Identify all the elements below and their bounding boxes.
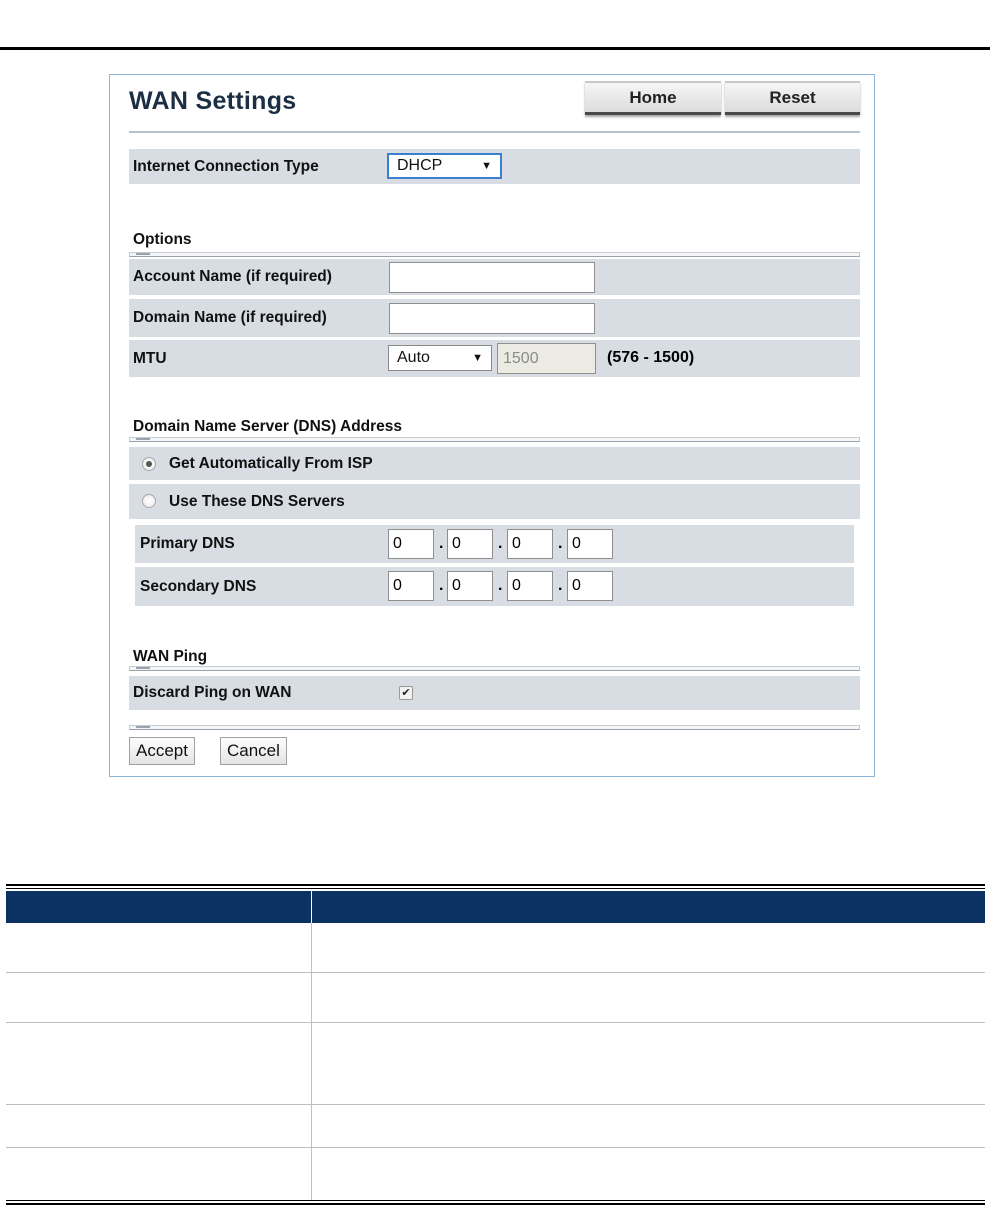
- mtu-value-input[interactable]: [497, 343, 596, 374]
- wan-settings-panel: [109, 74, 875, 777]
- discard-ping-checkbox[interactable]: ✔: [399, 686, 413, 700]
- cancel-button[interactable]: Cancel: [220, 737, 287, 765]
- primary-dns-octet-1[interactable]: 0: [388, 529, 434, 559]
- mtu-mode-select[interactable]: [388, 345, 492, 371]
- page-top-rule: [0, 47, 990, 50]
- dns-manual-radio[interactable]: [142, 494, 156, 508]
- domain-name-input[interactable]: [389, 303, 595, 334]
- table-row: [6, 923, 985, 973]
- account-name-row: [129, 259, 860, 295]
- options-heading: Options: [133, 231, 192, 248]
- primary-dns-row: Primary DNS 0 . 0 . 0 . 0: [135, 525, 854, 563]
- primary-dns-octet-4[interactable]: 0: [567, 529, 613, 559]
- table-top-rule: [6, 884, 985, 886]
- table-header: [6, 891, 985, 923]
- accept-button[interactable]: Accept: [129, 737, 195, 765]
- dns-auto-radio[interactable]: [142, 457, 156, 471]
- actions-divider: [129, 725, 860, 730]
- dns-auto-label: Get Automatically From ISP: [169, 454, 373, 472]
- account-name-input[interactable]: [389, 262, 595, 293]
- secondary-dns-octet-3[interactable]: 0: [507, 571, 553, 601]
- connection-type-value: DHCP: [397, 157, 443, 174]
- dropdown-arrow-icon: ▼: [472, 352, 483, 364]
- table-bottom-rule: [6, 1203, 985, 1205]
- primary-dns-label: Primary DNS: [140, 535, 235, 552]
- table-row: [6, 1105, 985, 1148]
- dns-heading: Domain Name Server (DNS) Address: [133, 418, 403, 435]
- table-row: [6, 1148, 985, 1200]
- dns-manual-label: Use These DNS Servers: [169, 492, 345, 510]
- primary-dns-octet-3[interactable]: 0: [507, 529, 553, 559]
- mtu-range-text: (576 - 1500): [607, 349, 695, 366]
- dns-manual-row[interactable]: [129, 484, 860, 519]
- reset-button[interactable]: Reset: [725, 81, 860, 115]
- secondary-dns-octet-4[interactable]: 0: [567, 571, 613, 601]
- mtu-mode-value: Auto: [397, 349, 430, 366]
- discard-ping-row: [129, 676, 860, 710]
- discard-ping-label: Discard Ping on WAN: [133, 684, 292, 701]
- domain-name-label: Domain Name (if required): [133, 309, 327, 326]
- connection-type-select[interactable]: [387, 153, 502, 179]
- page-title: WAN Settings: [129, 87, 297, 115]
- secondary-dns-octet-1[interactable]: 0: [388, 571, 434, 601]
- dns-auto-row[interactable]: [129, 447, 860, 480]
- dropdown-arrow-icon: ▼: [481, 160, 492, 172]
- connection-type-row: [129, 149, 860, 184]
- primary-dns-octet-2[interactable]: 0: [447, 529, 493, 559]
- wan-ping-divider: [129, 666, 860, 671]
- table-row: [6, 973, 985, 1023]
- mtu-label: MTU: [133, 349, 167, 367]
- connection-type-label: Internet Connection Type: [133, 157, 319, 175]
- secondary-dns-row: Secondary DNS 0 . 0 . 0 . 0: [135, 567, 854, 606]
- home-button[interactable]: Home: [585, 81, 721, 115]
- dns-divider: [129, 437, 860, 442]
- table-row: [6, 1023, 985, 1105]
- secondary-dns-octet-2[interactable]: 0: [447, 571, 493, 601]
- account-name-label: Account Name (if required): [133, 268, 332, 285]
- wan-ping-heading: WAN Ping: [133, 648, 208, 665]
- title-divider: [129, 131, 860, 133]
- secondary-dns-label: Secondary DNS: [140, 577, 257, 595]
- mtu-row: [129, 340, 860, 377]
- domain-name-row: [129, 299, 860, 337]
- options-divider: [129, 252, 860, 257]
